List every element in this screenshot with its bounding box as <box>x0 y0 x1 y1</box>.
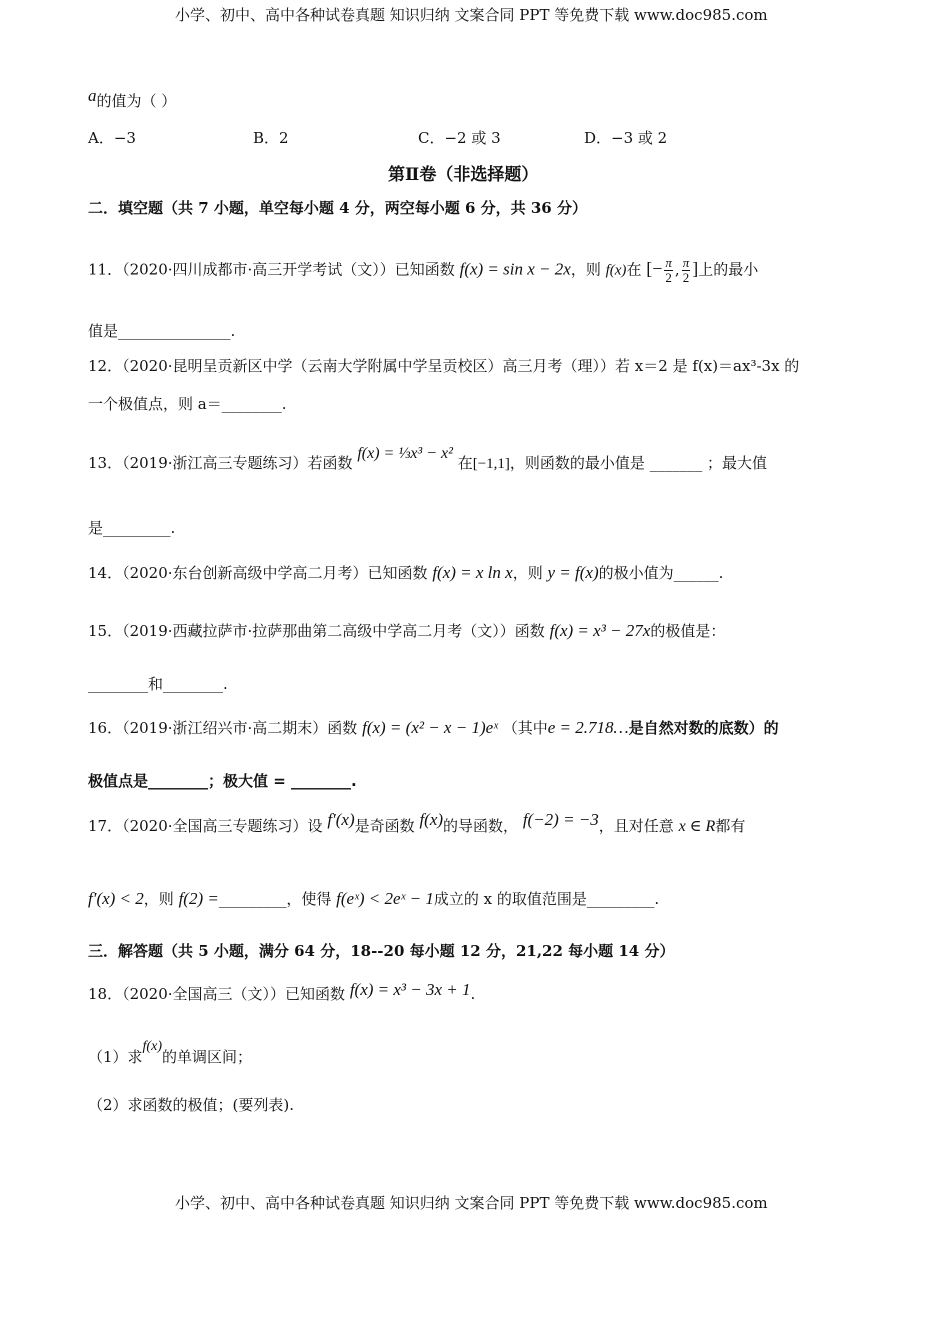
q13-source: （2019·浙江高三专题练习）若函数 <box>122 454 353 472</box>
q17-condition: f(−2) = −3 <box>522 810 599 829</box>
q17-line2 <box>88 888 659 909</box>
q11-text2: 在 <box>626 260 642 279</box>
q18-sub2: （2）求函数的极值；(要列表). <box>88 1096 295 1114</box>
q11-frac2 <box>682 256 691 285</box>
q12-line2: 一个极值点，则 a＝________. <box>88 395 287 413</box>
q17-line1 <box>88 810 746 836</box>
q16-formula: f(x) = (x² − x − 1)eˣ <box>362 718 498 737</box>
q10-stem-text: 的值为（ ） <box>96 92 177 110</box>
q18-sub1-text-b: 的单调区间； <box>161 1048 252 1066</box>
q18-text1: . <box>470 985 476 1003</box>
part3-section-heading: 三．解答题（共 5 小题，满分 64 分，18--20 每小题 12 分，21,22 每小题 14 分） <box>88 942 675 960</box>
q10-option-b: B．2 <box>253 129 289 147</box>
q11-formula: f(x) = sin x − 2x <box>459 259 571 279</box>
q11-interval-right: ] <box>692 258 699 279</box>
q17-text4: 都有 <box>715 817 746 835</box>
q14-text2: 的极小值为______. <box>598 564 724 582</box>
page-footer: 小学、初中、高中各种试卷真题 知识归纳 文案合同 PPT 等免费下载 www.doc985.com <box>175 1194 768 1212</box>
q10-option-a: A．−3 <box>88 129 136 147</box>
q11-two2: 2 <box>682 270 690 285</box>
q13-interval: [−1,1] <box>472 456 510 472</box>
q17-text7: 成立的 x 的取值范围是_________. <box>433 890 660 908</box>
q16-text1: （其中 <box>502 719 548 737</box>
q18-sub1-text-a: （1）求 <box>88 1048 143 1066</box>
q15-line1 <box>88 620 725 641</box>
q11-fx: f(x) <box>605 262 627 279</box>
q17-source: （2020·全国高三专题练习）设 <box>122 817 323 835</box>
q14-line <box>88 562 723 583</box>
q13-text2: ，则函数的最小值是 _______ ；最大值 <box>509 454 767 472</box>
q17-fprime: f′(x) <box>327 810 355 829</box>
q15-text1: 的极值是： <box>650 622 726 640</box>
q17-x-in-R: x ∈ R <box>678 818 716 835</box>
q11-pi2: π <box>682 255 690 270</box>
q17-text3: ，且对任意 <box>598 817 674 835</box>
q11-interval-left: [− <box>646 258 663 279</box>
q18-sub1-fx: f(x) <box>142 1039 162 1054</box>
q16-text2: 是自然对数的底数）的 <box>628 719 779 737</box>
part2-title: 第Ⅱ卷（非选择题） <box>388 165 539 185</box>
q11-text3: 上的最小 <box>698 260 759 279</box>
q18-source: （2020·全国高三（文））已知函数 <box>122 985 346 1003</box>
q14-source: （2020·东台创新高级中学高二月考）已知函数 <box>122 564 428 582</box>
q10-option-c: C．−2 或 3 <box>418 129 501 147</box>
q16-line1 <box>88 717 779 738</box>
q18-number: 18． <box>88 985 123 1003</box>
q15-number: 15． <box>88 622 123 640</box>
q13-formula: f(x) = ⅓x³ − x² <box>357 445 453 462</box>
q16-number: 16． <box>88 719 123 737</box>
q11-line1: 11．（2020·四川成都市·高三开学考试（文））已知函数 f(x) = sin x − 2x，则 f(x)在 [− $\frac{\pi}{2}$ , $\frac{\pi}{2}$ ]上的最小 <box>88 255 759 285</box>
q17-f2: f(2) = <box>178 889 219 908</box>
q15-formula: f(x) = x³ − 27x <box>549 621 651 640</box>
q12-line1: 12．（2020·昆明呈贡新区中学（云南大学附属中学呈贡校区）高三月考（理））若 x＝2 是 f(x)＝ax³-3x 的 <box>88 357 800 375</box>
q17-fx: f(x) <box>419 810 444 829</box>
q17-text6: _________，使得 <box>218 890 332 908</box>
q10-stem <box>88 86 177 111</box>
q11-pi1: π <box>665 255 672 270</box>
q13-line1 <box>88 445 767 473</box>
q10-option-d: D．−3 或 2 <box>584 129 668 147</box>
q11-frac1 <box>664 256 673 285</box>
q18-line1 <box>88 980 476 1004</box>
q17-text1: 是奇函数 <box>354 817 415 835</box>
q16-e-value: e = 2.718… <box>547 718 629 737</box>
q11-source: （2020·四川成都市·高三开学考试（文））已知函数 <box>122 260 455 279</box>
q13-text1: 在 <box>457 454 473 472</box>
q17-ineq: f(eˣ) < 2eˣ − 1 <box>336 889 434 908</box>
q13-line2: 是_________. <box>88 519 176 537</box>
q11-two1: 2 <box>665 270 672 285</box>
q14-number: 14． <box>88 564 123 582</box>
q18-formula: f(x) = x³ − 3x + 1 <box>349 980 471 999</box>
q11-line2: 值是_______________. <box>88 322 236 340</box>
q15-line2: ________和________. <box>88 675 228 693</box>
q14-formula: f(x) = x ln x <box>432 563 513 582</box>
q17-fprime-ineq: f′(x) < 2 <box>88 889 144 908</box>
q14-formula2: y = f(x) <box>547 563 599 582</box>
q18-sub1 <box>88 1039 252 1067</box>
q16-line2 <box>88 770 357 791</box>
q15-source: （2019·西藏拉萨市·拉萨那曲第二高级中学高二月考（文））函数 <box>122 622 545 640</box>
q17-number: 17． <box>88 817 123 835</box>
q16-source: （2019·浙江绍兴市·高二期末）函数 <box>122 719 358 737</box>
part2-section-heading: 二．填空题（共 7 小题，单空每小题 4 分，两空每小题 6 分，共 36 分） <box>88 199 587 217</box>
q17-text5: ，则 <box>143 890 174 908</box>
page-header: 小学、初中、高中各种试卷真题 知识归纳 文案合同 PPT 等免费下载 www.doc985.com <box>175 6 768 24</box>
q14-text1: ，则 <box>512 564 543 582</box>
q11-number: 11． <box>88 260 123 279</box>
q16-line2-text: 极值点是________；极大值 = ________. <box>88 772 357 790</box>
q10-var: a <box>88 86 97 105</box>
q11-text1: ，则 <box>570 260 601 279</box>
q17-text2: 的导函数， <box>443 817 519 835</box>
q13-number: 13． <box>88 454 123 472</box>
